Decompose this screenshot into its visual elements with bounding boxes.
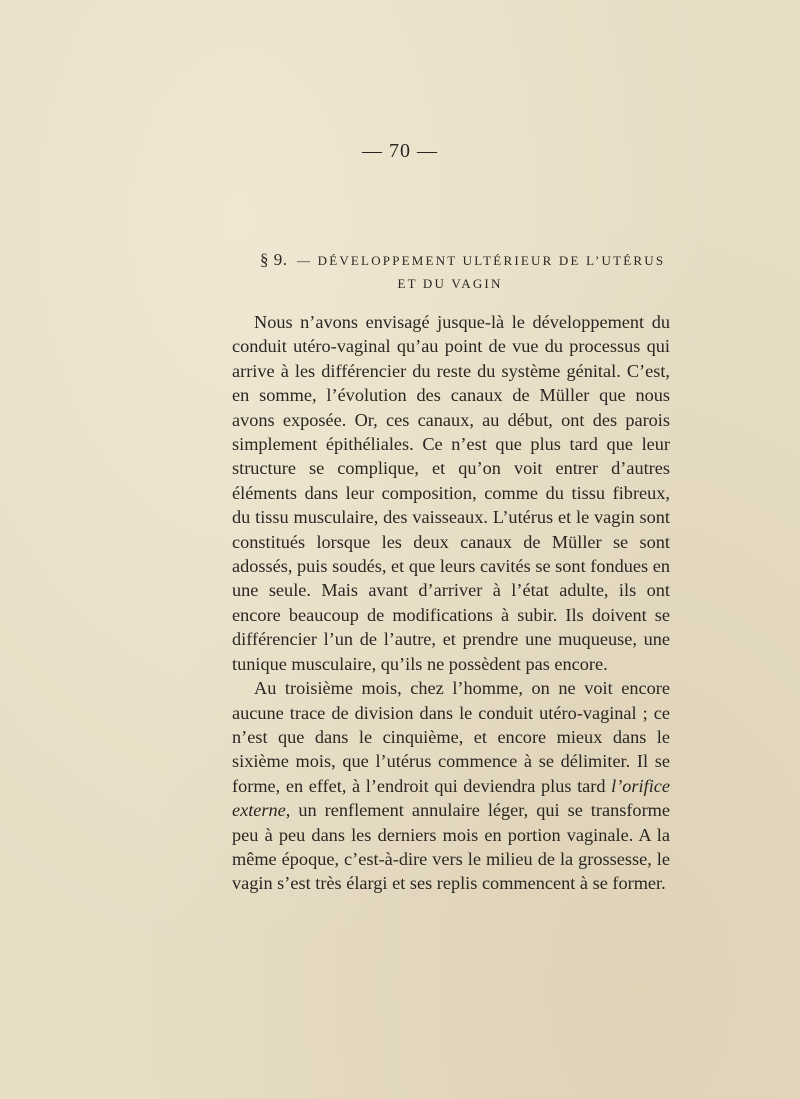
paragraph-2-italic-term: l’orifice externe (232, 775, 670, 821)
section-title-part-1: — DÉVELOPPEMENT ULTÉRIEUR DE L’UTÉRUS (296, 253, 666, 268)
section-heading (230, 247, 670, 296)
paragraph-2 (232, 676, 670, 896)
section-title-part-2: ET DU VAGIN (397, 276, 503, 291)
paragraph-2-text-end: , un renflement annulaire léger, qui se transforme peu à peu dans les derniers mois en portion vaginale. A la même époque, c’est-à-dire vers le milieu de la grossesse, le vagin s’est très élargi et ses replis commencent à se former. (232, 800, 670, 894)
body-text (232, 310, 670, 896)
paragraph-2-text-start: Au troisième mois, chez l’homme, on ne voit encore aucune trace de division dans le conduit utéro-vaginal ; ce n’est que dans le cinquième, et encore mieux dans le sixième mois, que l’utérus commence à se délimiter. Il se forme, en effet, à l’endroit qui deviendra plus tard (232, 678, 670, 796)
paragraph-1: Nous n’avons envisagé jusque-là le développement du conduit utéro-vaginal qu’au point de vue du processus qui arrive à les différencier du reste du système génital. C’est, en somme, l’évolution des canaux de Müller que nous avons exposée. Or, ces canaux, au début, ont des parois simplement épithéliales. Ce n’est que plus tard que leur structure se complique, et qu’on voit entrer d’autres éléments dans leur composition, comme du tissu fibreux, du tissu musculaire, des vaisseaux. L’utérus et le vagin sont constitués lorsque les deux canaux de Müller se sont adossés, puis soudés, et que leurs cavités se sont fondues en une seule. Mais avant d’arriver à l’état adulte, ils ont encore beaucoup de modifications à subir. Ils doivent se différencier l’un de l’autre, et prendre une muqueuse, une tunique musculaire, qu’ils ne possèdent pas encore. (232, 312, 670, 674)
section-heading-line-1 (230, 247, 670, 273)
page-number: — 70 — (362, 140, 438, 162)
section-sign: § 9. (260, 250, 288, 269)
